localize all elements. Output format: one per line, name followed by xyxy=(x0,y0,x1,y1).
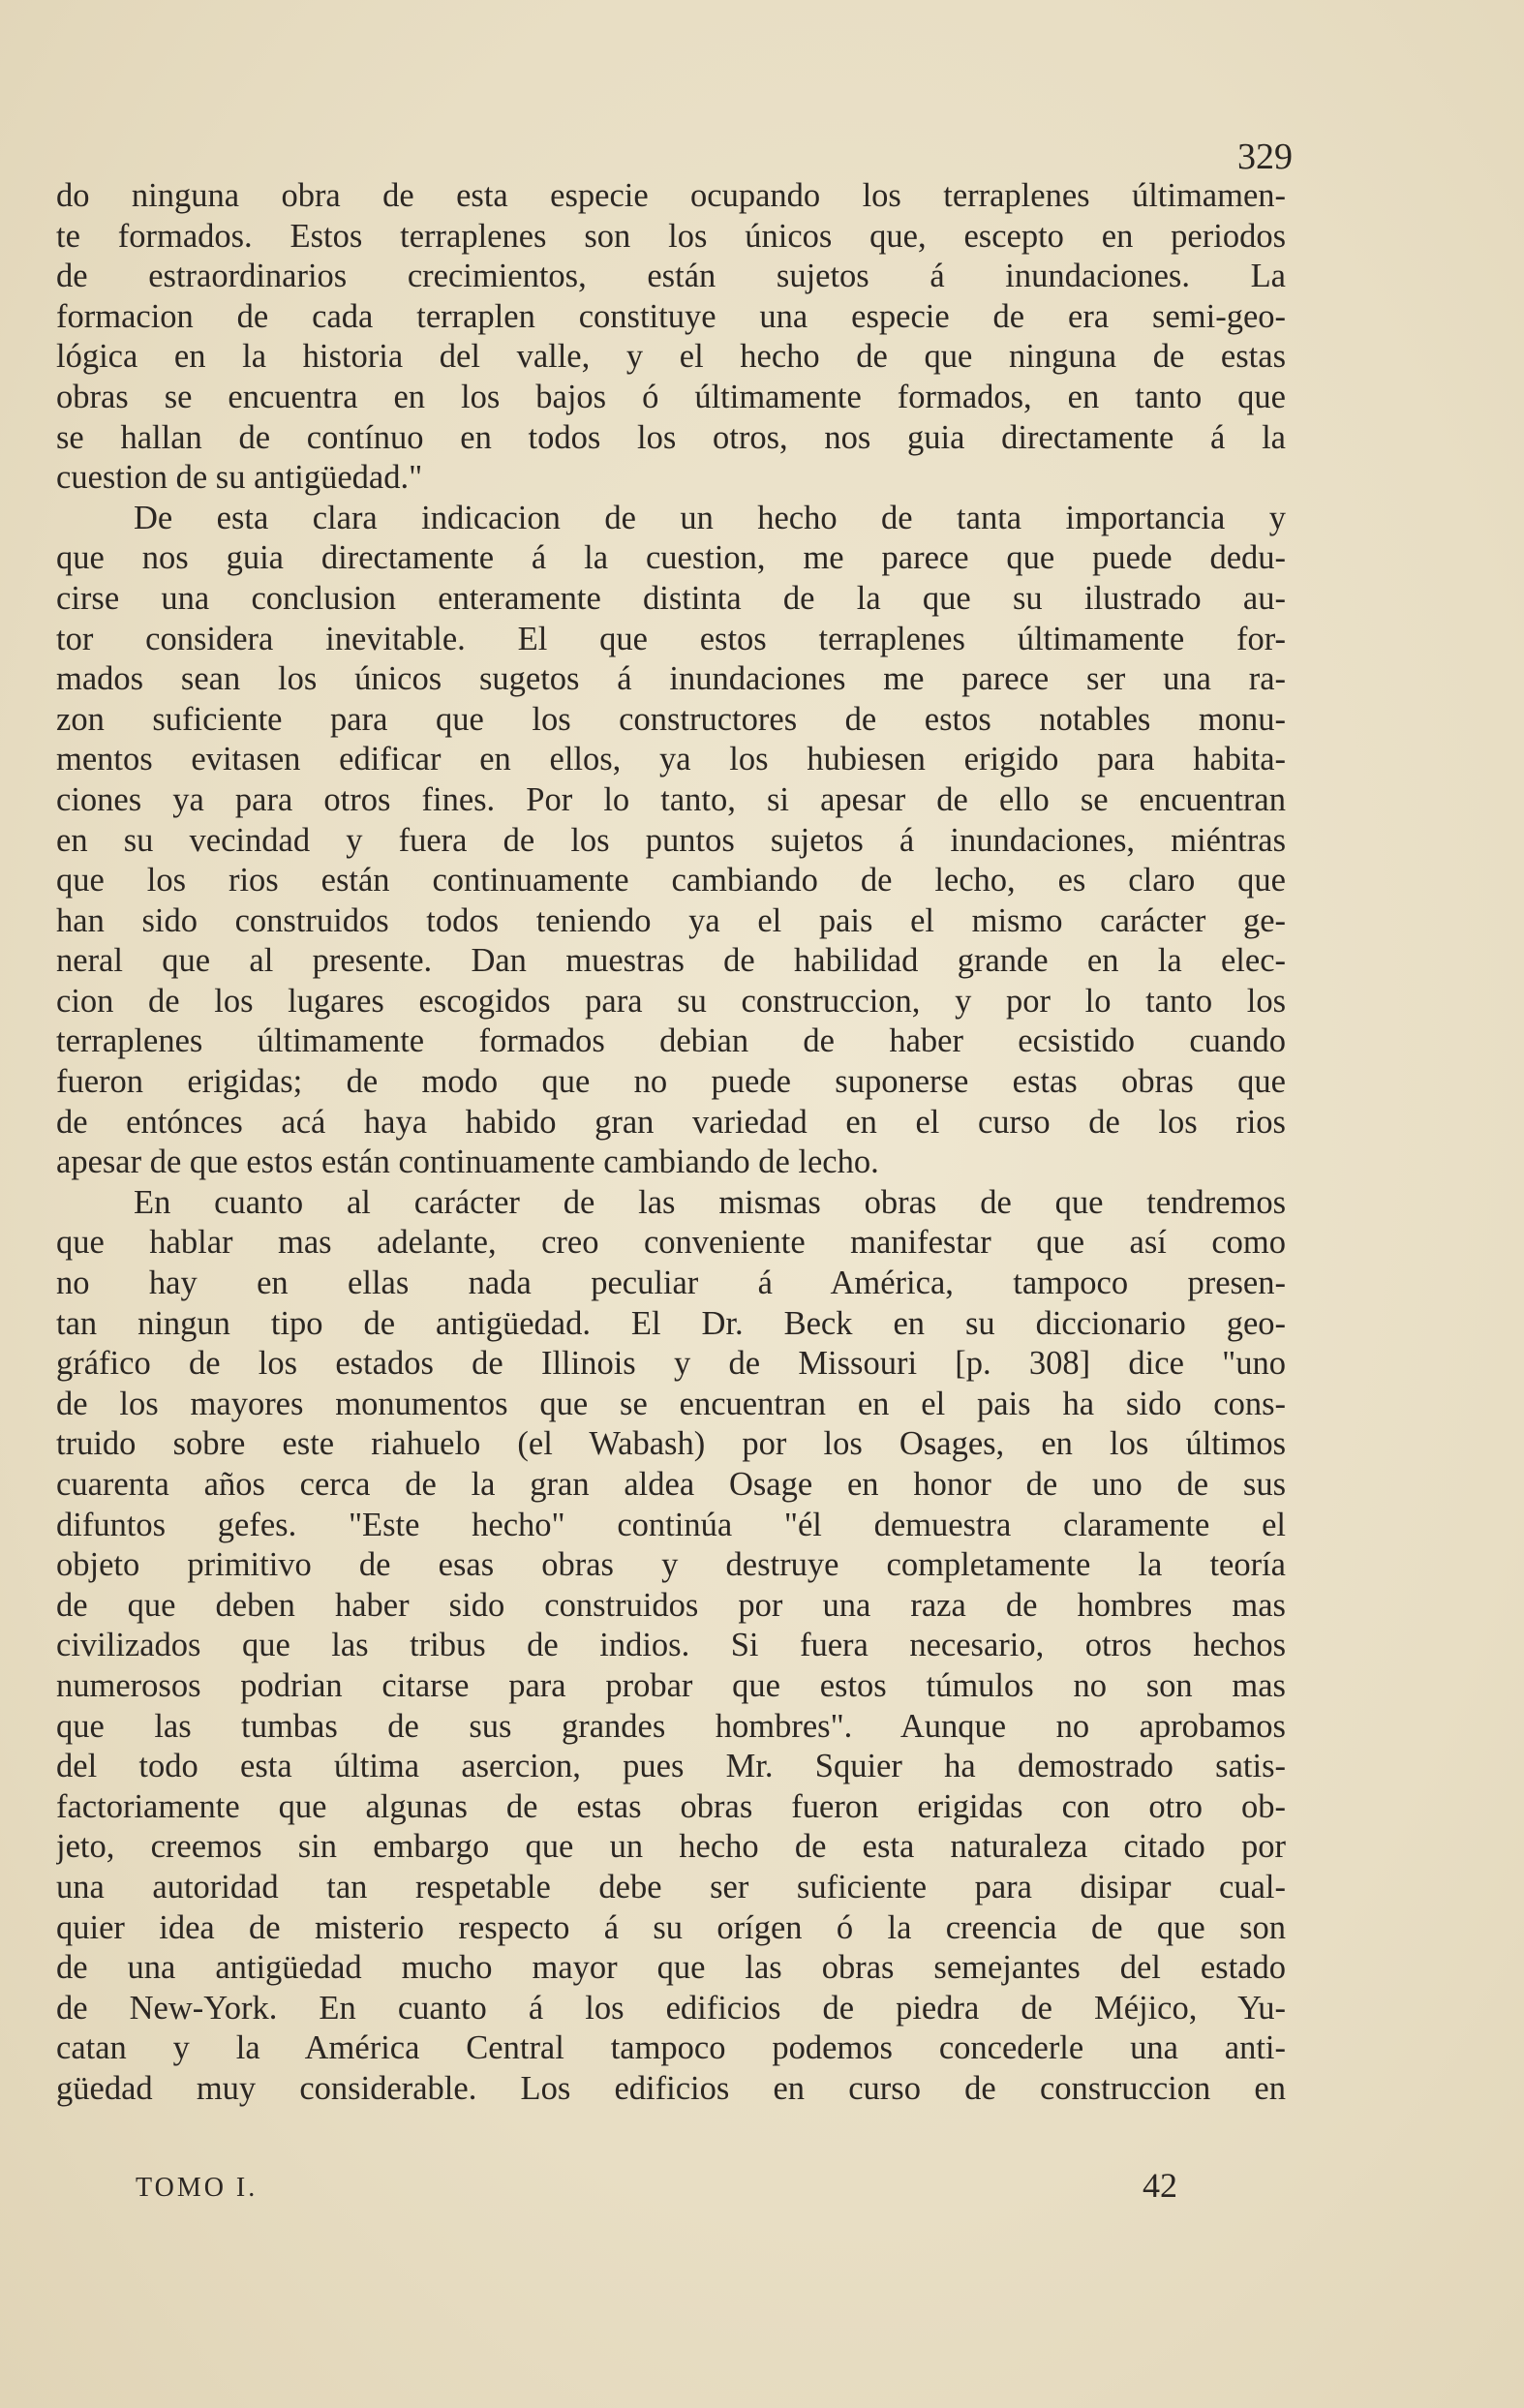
text-line-10: que nos guia directamente á la cuestion, me parece que puede dedu- xyxy=(56,539,1286,577)
text-line-39: que las tumbas de sus grandes hombres". Aunque no aprobamos xyxy=(56,1707,1286,1745)
text-line-37: civilizados que las tribus de indios. Si fuera necesario, otros hechos xyxy=(56,1627,1286,1664)
text-line-36: de que deben haber sido construidos por una raza de hombres mas xyxy=(56,1586,1286,1624)
text-line-35: objeto primitivo de esas obras y destruye completamente la teoría xyxy=(56,1546,1286,1584)
text-line-8: cuestion de su antigüedad." xyxy=(56,459,423,497)
text-line-14: zon suficiente para que los constructores de estos notables monu- xyxy=(56,700,1286,738)
text-line-6: obras se encuentra en los bajos ó últimamente formados, en tanto que xyxy=(56,378,1286,415)
text-line-32: truido sobre este riahuelo (el Wabash) por los Osages, en los últimos xyxy=(56,1425,1286,1463)
text-line-33: cuarenta años cerca de la gran aldea Osage en honor de uno de sus xyxy=(56,1466,1286,1503)
footer-signature: 42 xyxy=(1143,2166,1177,2205)
body-text xyxy=(56,176,1286,2110)
text-line-44: quier idea de misterio respecto á su orígen ó la creencia de que son xyxy=(56,1908,1286,1946)
text-line-23: fueron erigidas; de modo que no puede suponerse estas obras que xyxy=(56,1063,1286,1101)
text-line-3: de estraordinarios crecimientos, están sujetos á inundaciones. La xyxy=(56,258,1286,295)
text-line-41: factoriamente que algunas de estas obras fueron erigidas con otro ob- xyxy=(56,1787,1286,1825)
text-line-9: De esta clara indicacion de un hecho de tanta importancia y xyxy=(134,499,1286,536)
text-line-45: de una antigüedad mucho mayor que las obras semejantes del estado xyxy=(56,1949,1286,1987)
text-line-28: no hay en ellas nada peculiar á América, tampoco presen- xyxy=(56,1265,1286,1302)
text-line-21: cion de los lugares escogidos para su construccion, y por lo tanto los xyxy=(56,982,1286,1020)
text-line-40: del todo esta última asercion, pues Mr. Squier ha demostrado satis- xyxy=(56,1748,1286,1785)
text-line-20: neral que al presente. Dan muestras de habilidad grande en la elec- xyxy=(56,942,1286,980)
footer-volume: TOMO I. xyxy=(136,2173,259,2203)
text-line-25: apesar de que estos están continuamente cambiando de lecho. xyxy=(56,1143,879,1181)
text-line-42: jeto, creemos sin embargo que un hecho de esta naturaleza citado por xyxy=(56,1828,1286,1866)
text-line-18: que los rios están continuamente cambiando de lecho, es claro que xyxy=(56,862,1286,899)
text-line-38: numerosos podrian citarse para probar que estos túmulos no son mas xyxy=(56,1666,1286,1704)
text-line-12: tor considera inevitable. El que estos terraplenes últimamente for- xyxy=(56,620,1286,657)
text-line-2: te formados. Estos terraplenes son los únicos que, escepto en periodos xyxy=(56,217,1286,255)
text-line-30: gráfico de los estados de Illinois y de Missouri [p. 308] dice "uno xyxy=(56,1345,1286,1383)
text-line-22: terraplenes últimamente formados debian de haber ecsistido cuando xyxy=(56,1022,1286,1060)
text-line-7: se hallan de contínuo en todos los otros, nos guia directamente á la xyxy=(56,418,1286,456)
text-line-17: en su vecindad y fuera de los puntos sujetos á inundaciones, miéntras xyxy=(56,821,1286,859)
text-line-48: güedad muy considerable. Los edificios en curso de construccion en xyxy=(56,2069,1286,2107)
text-line-5: lógica en la historia del valle, y el hecho de que ninguna de estas xyxy=(56,338,1286,376)
text-line-34: difuntos gefes. "Este hecho" continúa "él demuestra claramente el xyxy=(56,1506,1286,1543)
text-line-27: que hablar mas adelante, creo conveniente manifestar que así como xyxy=(56,1224,1286,1262)
text-line-15: mentos evitasen edificar en ellos, ya los hubiesen erigido para habita- xyxy=(56,741,1286,778)
text-line-4: formacion de cada terraplen constituye una especie de era semi-geo- xyxy=(56,297,1286,335)
text-line-43: una autoridad tan respetable debe ser suficiente para disipar cual- xyxy=(56,1868,1286,1905)
text-line-26: En cuanto al carácter de las mismas obras de que tendremos xyxy=(134,1183,1286,1221)
text-line-11: cirse una conclusion enteramente distinta de la que su ilustrado au- xyxy=(56,579,1286,617)
text-line-24: de entónces acá haya habido gran variedad en el curso de los rios xyxy=(56,1103,1286,1141)
text-line-19: han sido construidos todos teniendo ya el pais el mismo carácter ge- xyxy=(56,901,1286,939)
text-line-16: ciones ya para otros fines. Por lo tanto, si apesar de ello se encuentran xyxy=(56,780,1286,818)
text-line-31: de los mayores monumentos que se encuentran en el pais ha sido cons- xyxy=(56,1385,1286,1422)
text-line-1: do ninguna obra de esta especie ocupando los terraplenes últimamen- xyxy=(56,177,1286,214)
text-line-46: de New-York. En cuanto á los edificios de piedra de Méjico, Yu- xyxy=(56,1989,1286,2027)
text-line-13: mados sean los únicos sugetos á inundaciones me parece ser una ra- xyxy=(56,660,1286,698)
text-line-29: tan ningun tipo de antigüedad. El Dr. Beck en su diccionario geo- xyxy=(56,1304,1286,1342)
page-number: 329 xyxy=(1237,137,1293,177)
text-line-47: catan y la América Central tampoco podemos concederle una anti- xyxy=(56,2029,1286,2067)
